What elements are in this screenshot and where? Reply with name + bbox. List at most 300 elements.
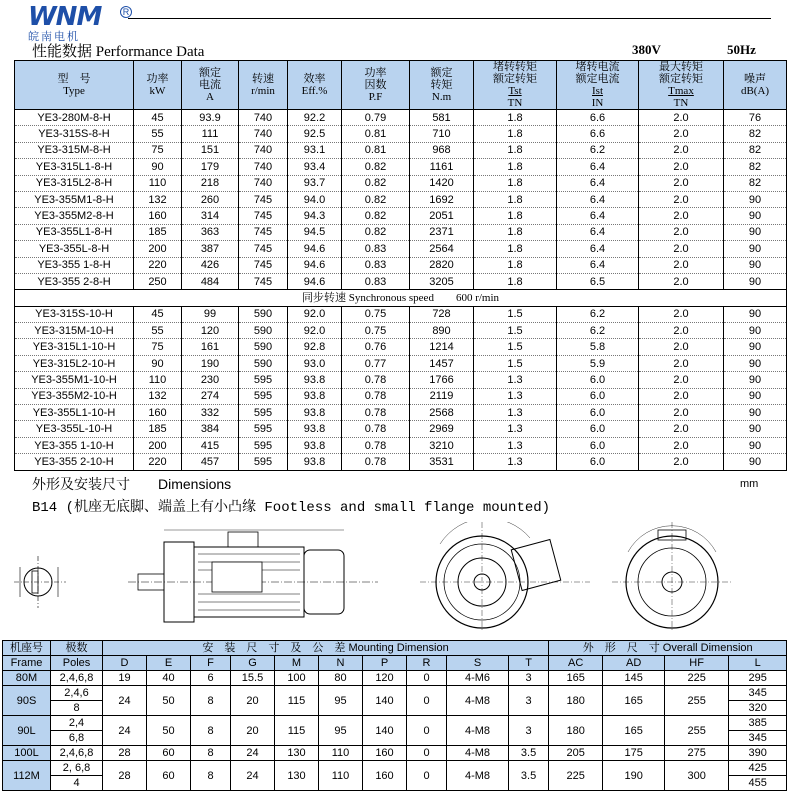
page-header (0, 0, 800, 60)
frame-header-cn: 机座号 (3, 641, 51, 656)
perf-cell: 82 (724, 159, 787, 175)
length-cell: 390 (729, 746, 787, 761)
perf-cell: 6.4 (557, 224, 639, 240)
perf-cell: 2.0 (639, 339, 724, 355)
perf-header-cell (474, 61, 557, 110)
perf-cell: 0.78 (342, 388, 410, 404)
perf-header-line: 额定电流 (575, 73, 620, 85)
perf-cell: 274 (182, 388, 239, 404)
dim-cell: 3.5 (509, 746, 549, 761)
poles-header-en: Poles (51, 656, 103, 671)
dim-col-header: D (103, 656, 147, 671)
perf-cell: 2.0 (639, 224, 724, 240)
logo-chinese-name: 皖南电机 (28, 31, 80, 43)
dim-cell: 165 (603, 686, 665, 716)
perf-cell: 5.8 (557, 339, 639, 355)
dim-cell: 60 (147, 761, 191, 791)
dim-col-header: P (363, 656, 407, 671)
perf-header-line: Type (63, 85, 85, 97)
perf-row (15, 110, 787, 126)
perf-header-line: 额定转矩 (659, 73, 703, 85)
dim-row (3, 686, 787, 701)
perf-cell: 740 (239, 159, 288, 175)
perf-cell: 2.0 (639, 159, 724, 175)
perf-cell: 90 (724, 323, 787, 339)
dim-header-row (3, 641, 787, 656)
perf-cell: 92.5 (288, 126, 342, 142)
perf-cell: 90 (724, 241, 787, 257)
perf-cell: 151 (182, 142, 239, 158)
perf-cell: 2.0 (639, 421, 724, 437)
perf-cell: 1.8 (474, 142, 557, 158)
dim-cell: 0 (407, 686, 447, 716)
perf-cell: 2.0 (639, 372, 724, 388)
perf-header-line: TN (673, 97, 689, 109)
perf-cell: 590 (239, 339, 288, 355)
perf-cell: 93.7 (288, 175, 342, 191)
dim-cell: 20 (231, 716, 275, 746)
perf-cell: 740 (239, 126, 288, 142)
perf-cell: 90 (724, 437, 787, 453)
perf-cell: 2.0 (639, 175, 724, 191)
perf-cell: 728 (410, 306, 474, 322)
perf-cell: 0.78 (342, 372, 410, 388)
perf-cell: 1.8 (474, 241, 557, 257)
perf-cell: 93.8 (288, 421, 342, 437)
frame-cell: 112M (3, 761, 51, 791)
perf-cell: 90 (724, 454, 787, 470)
perf-cell: 90 (134, 159, 182, 175)
perf-cell: 2.0 (639, 273, 724, 289)
dim-col-header: M (275, 656, 319, 671)
dim-cell: 3 (509, 686, 549, 716)
perf-cell: 0.82 (342, 224, 410, 240)
perf-header-cell (639, 61, 724, 110)
dim-cell: 100 (275, 671, 319, 686)
dim-cell: 0 (407, 746, 447, 761)
dim-cell: 95 (319, 686, 363, 716)
perf-cell: 94.6 (288, 273, 342, 289)
perf-cell: 6.4 (557, 159, 639, 175)
perf-cell: YE3-355L1-10-H (15, 405, 134, 421)
perf-cell: 6.0 (557, 372, 639, 388)
perf-cell: 90 (134, 355, 182, 371)
perf-cell: YE3-315S-10-H (15, 306, 134, 322)
frame-cell: 80M (3, 671, 51, 686)
perf-cell: 2119 (410, 388, 474, 404)
dim-cell: 19 (103, 671, 147, 686)
perf-cell: 2.0 (639, 110, 724, 126)
perf-cell: 161 (182, 339, 239, 355)
dim-cell: 4-M8 (447, 686, 509, 716)
frequency-label: 50Hz (727, 42, 756, 57)
perf-cell: 0.82 (342, 208, 410, 224)
perf-header-cell (239, 61, 288, 110)
dim-row (3, 671, 787, 686)
perf-cell: 2.0 (639, 241, 724, 257)
dim-cell: 130 (275, 761, 319, 791)
perf-cell: 2371 (410, 224, 474, 240)
dim-cell: 24 (103, 716, 147, 746)
unit-label: mm (740, 478, 759, 490)
perf-cell: 2.0 (639, 437, 724, 453)
perf-header-line: N.m (431, 91, 452, 103)
registered-mark: R (120, 6, 132, 18)
dim-cell: 4-M6 (447, 671, 509, 686)
poles-cell: 2, 6,8 (51, 761, 103, 776)
perf-cell: 1161 (410, 159, 474, 175)
perf-cell: 745 (239, 273, 288, 289)
perf-row (15, 257, 787, 273)
sync-speed-row (15, 290, 787, 306)
perf-header-cell (15, 61, 134, 110)
perf-cell: 2.0 (639, 208, 724, 224)
poles-cell: 4 (51, 776, 103, 791)
perf-cell: 6.0 (557, 437, 639, 453)
perf-header-line: 转矩 (430, 79, 453, 91)
perf-cell: 93.1 (288, 142, 342, 158)
perf-cell: 1.3 (474, 388, 557, 404)
perf-cell: 6.4 (557, 175, 639, 191)
dim-cell: 175 (603, 746, 665, 761)
perf-cell: 0.78 (342, 437, 410, 453)
perf-cell: 457 (182, 454, 239, 470)
perf-cell: 220 (134, 257, 182, 273)
perf-cell: YE3-355L-10-H (15, 421, 134, 437)
perf-row (15, 421, 787, 437)
perf-cell: 590 (239, 355, 288, 371)
perf-cell: 1.5 (474, 355, 557, 371)
perf-cell: 6.4 (557, 191, 639, 207)
dim-row (3, 761, 787, 776)
dim-cell: 4-M8 (447, 716, 509, 746)
perf-cell: 6.4 (557, 208, 639, 224)
dim-cell: 115 (275, 686, 319, 716)
perf-header-line: 转速 (252, 73, 274, 85)
perf-cell: 0.75 (342, 306, 410, 322)
perf-cell: 94.0 (288, 191, 342, 207)
perf-cell: YE3-355M1-8-H (15, 191, 134, 207)
perf-cell: 110 (134, 372, 182, 388)
dim-cell: 24 (231, 746, 275, 761)
perf-header-line: 型 号 (57, 73, 91, 85)
perf-cell: 0.75 (342, 323, 410, 339)
brand-logo (28, 2, 130, 43)
perf-cell: 1420 (410, 175, 474, 191)
perf-row (15, 454, 787, 470)
dim-cell: 28 (103, 761, 147, 791)
dim-cell: 225 (665, 671, 729, 686)
perf-cell: 2564 (410, 241, 474, 257)
perf-cell: 82 (724, 126, 787, 142)
perf-cell: 740 (239, 175, 288, 191)
perf-cell: 45 (134, 306, 182, 322)
dim-col-header: N (319, 656, 363, 671)
dim-col-header: AD (603, 656, 665, 671)
perf-cell: 590 (239, 306, 288, 322)
perf-row (15, 405, 787, 421)
dim-cell: 40 (147, 671, 191, 686)
perf-cell: YE3-315L1-8-H (15, 159, 134, 175)
frame-cell: 90L (3, 716, 51, 746)
perf-cell: 220 (134, 454, 182, 470)
perf-row (15, 323, 787, 339)
perf-cell: 132 (134, 388, 182, 404)
perf-cell: 1.5 (474, 339, 557, 355)
perf-cell: 0.78 (342, 405, 410, 421)
performance-header-row (15, 61, 787, 110)
perf-cell: 185 (134, 421, 182, 437)
perf-cell: 1766 (410, 372, 474, 388)
perf-cell: 92.0 (288, 323, 342, 339)
sync-speed-label: 同步转速 Synchronous speed 600 r/min (15, 290, 787, 306)
dim-cell: 145 (603, 671, 665, 686)
perf-cell: 90 (724, 421, 787, 437)
perf-header-line: IN (591, 97, 604, 109)
dim-cell: 60 (147, 746, 191, 761)
perf-header-cell (342, 61, 410, 110)
perf-header-line: 噪声 (744, 73, 766, 85)
perf-cell: 745 (239, 241, 288, 257)
length-cell: 345 (729, 731, 787, 746)
perf-cell: 1.3 (474, 372, 557, 388)
perf-cell: 1.3 (474, 454, 557, 470)
perf-cell: 179 (182, 159, 239, 175)
dim-cell: 225 (549, 761, 603, 791)
perf-cell: 0.81 (342, 142, 410, 158)
dim-cell: 0 (407, 671, 447, 686)
perf-cell: 1.8 (474, 257, 557, 273)
perf-cell: 1457 (410, 355, 474, 371)
length-cell: 345 (729, 686, 787, 701)
dim-col-header: G (231, 656, 275, 671)
perf-cell: 82 (724, 142, 787, 158)
perf-cell: 92.2 (288, 110, 342, 126)
perf-cell: 94.5 (288, 224, 342, 240)
perf-cell: 2.0 (639, 126, 724, 142)
perf-cell: 6.5 (557, 273, 639, 289)
dim-cell: 120 (363, 671, 407, 686)
perf-row (15, 175, 787, 191)
dim-col-header: E (147, 656, 191, 671)
perf-cell: 6.2 (557, 306, 639, 322)
dim-cell: 4-M8 (447, 746, 509, 761)
perf-header-line: 堵转转矩 (493, 61, 537, 73)
perf-cell: 6.0 (557, 405, 639, 421)
perf-cell: 6.4 (557, 257, 639, 273)
dim-cell: 165 (603, 716, 665, 746)
dim-cell: 20 (231, 686, 275, 716)
perf-cell: 740 (239, 110, 288, 126)
perf-header-line: 功率 (364, 67, 387, 79)
dim-cell: 80 (319, 671, 363, 686)
poles-cell: 2,4 (51, 716, 103, 731)
front-view-drawing (420, 522, 590, 632)
perf-cell: 55 (134, 323, 182, 339)
perf-cell: 0.79 (342, 110, 410, 126)
perf-row (15, 437, 787, 453)
perf-cell: 90 (724, 257, 787, 273)
perf-cell: YE3-315M-10-H (15, 323, 134, 339)
perf-cell: 0.83 (342, 273, 410, 289)
perf-header-line: 堵转电流 (575, 61, 620, 73)
perf-cell: 595 (239, 421, 288, 437)
dim-col-header: L (729, 656, 787, 671)
length-cell: 385 (729, 716, 787, 731)
perf-cell: 1.8 (474, 224, 557, 240)
perf-header-line: Tmax (668, 85, 694, 97)
poles-cell: 8 (51, 701, 103, 716)
performance-table (14, 60, 787, 471)
perf-cell: 94.6 (288, 241, 342, 257)
dim-col-header: AC (549, 656, 603, 671)
perf-cell: 6.0 (557, 454, 639, 470)
dim-cell: 4-M8 (447, 761, 509, 791)
perf-cell: 90 (724, 405, 787, 421)
perf-row (15, 159, 787, 175)
dim-cell: 24 (103, 686, 147, 716)
perf-cell: 745 (239, 191, 288, 207)
perf-cell: 93.8 (288, 437, 342, 453)
poles-cell: 6,8 (51, 731, 103, 746)
perf-row (15, 306, 787, 322)
perf-cell: 200 (134, 241, 182, 257)
dim-cell: 0 (407, 716, 447, 746)
perf-row (15, 208, 787, 224)
perf-header-line: 因数 (364, 79, 387, 91)
perf-row (15, 224, 787, 240)
perf-row (15, 339, 787, 355)
perf-cell: 2.0 (639, 142, 724, 158)
perf-cell: 1.8 (474, 126, 557, 142)
dim-col-header: HF (665, 656, 729, 671)
dim-cell: 24 (231, 761, 275, 791)
dimension-body (3, 671, 787, 791)
frame-header-en: Frame (3, 656, 51, 671)
dim-cell: 165 (549, 671, 603, 686)
perf-row (15, 355, 787, 371)
perf-cell: 90 (724, 191, 787, 207)
performance-title: 性能数据 Performance Data (32, 44, 205, 60)
dim-col-header: R (407, 656, 447, 671)
dim-cell: 140 (363, 686, 407, 716)
perf-cell: 6.0 (557, 388, 639, 404)
perf-cell: 387 (182, 241, 239, 257)
dim-cell: 3 (509, 671, 549, 686)
dim-cell: 50 (147, 686, 191, 716)
perf-cell: 1.8 (474, 175, 557, 191)
perf-cell: 1.3 (474, 421, 557, 437)
mounting-header: 安 装 尺 寸 及 公 差 Mounting Dimension (103, 641, 549, 656)
voltage-label: 380V (632, 42, 661, 57)
perf-cell: 92.8 (288, 339, 342, 355)
perf-cell: 710 (410, 126, 474, 142)
perf-cell: YE3-315M-8-H (15, 142, 134, 158)
perf-header-line: Ist (592, 85, 603, 97)
perf-cell: 230 (182, 372, 239, 388)
perf-row (15, 388, 787, 404)
dim-cell: 130 (275, 746, 319, 761)
poles-cell: 2,4,6,8 (51, 746, 103, 761)
perf-cell: YE3-315L1-10-H (15, 339, 134, 355)
perf-cell: 2.0 (639, 454, 724, 470)
dim-cell: 115 (275, 716, 319, 746)
dim-cell: 160 (363, 746, 407, 761)
perf-cell: 595 (239, 405, 288, 421)
perf-row (15, 191, 787, 207)
perf-cell: 6.2 (557, 142, 639, 158)
header-rule (128, 18, 771, 19)
dim-header-row (3, 656, 787, 671)
perf-cell: 595 (239, 388, 288, 404)
dim-cell: 255 (665, 716, 729, 746)
dim-cell: 8 (191, 761, 231, 791)
perf-cell: 93.8 (288, 405, 342, 421)
perf-cell: 90 (724, 208, 787, 224)
overall-header: 外 形 尺 寸 Overall Dimension (549, 641, 787, 656)
perf-cell: 968 (410, 142, 474, 158)
perf-cell: YE3-355L1-8-H (15, 224, 134, 240)
perf-cell: YE3-355 2-8-H (15, 273, 134, 289)
perf-cell: 55 (134, 126, 182, 142)
perf-cell: 0.82 (342, 191, 410, 207)
perf-header-line: 效率 (303, 73, 326, 85)
dim-col-header: S (447, 656, 509, 671)
perf-cell: 1.3 (474, 437, 557, 453)
dim-cell: 8 (191, 746, 231, 761)
perf-header-cell (182, 61, 239, 110)
performance-body (15, 110, 787, 471)
perf-cell: 6.4 (557, 241, 639, 257)
perf-cell: 740 (239, 142, 288, 158)
perf-header-line: 额定 (199, 67, 221, 79)
dim-col-header: T (509, 656, 549, 671)
rear-view-drawing (612, 522, 732, 632)
dim-cell: 50 (147, 716, 191, 746)
perf-cell: 45 (134, 110, 182, 126)
perf-cell: 1.5 (474, 306, 557, 322)
perf-cell: 90 (724, 355, 787, 371)
perf-cell: 332 (182, 405, 239, 421)
perf-cell: 484 (182, 273, 239, 289)
perf-cell: 0.78 (342, 454, 410, 470)
perf-row (15, 142, 787, 158)
perf-cell: 384 (182, 421, 239, 437)
perf-cell: 93.9 (182, 110, 239, 126)
dimension-table (2, 640, 787, 791)
perf-cell: 93.0 (288, 355, 342, 371)
perf-cell: 2.0 (639, 355, 724, 371)
perf-cell: 93.8 (288, 372, 342, 388)
perf-header-line: kW (149, 85, 166, 97)
perf-cell: 110 (134, 175, 182, 191)
perf-header-cell (288, 61, 342, 110)
frame-cell: 100L (3, 746, 51, 761)
perf-cell: 93.8 (288, 454, 342, 470)
perf-cell: 111 (182, 126, 239, 142)
perf-cell: YE3-355 1-8-H (15, 257, 134, 273)
perf-cell: 581 (410, 110, 474, 126)
perf-cell: 76 (724, 110, 787, 126)
dim-cell: 0 (407, 761, 447, 791)
perf-cell: 93.4 (288, 159, 342, 175)
perf-cell: 2969 (410, 421, 474, 437)
perf-cell: 160 (134, 405, 182, 421)
perf-cell: 92.0 (288, 306, 342, 322)
perf-header-cell (724, 61, 787, 110)
perf-cell: 0.81 (342, 126, 410, 142)
perf-cell: 90 (724, 224, 787, 240)
